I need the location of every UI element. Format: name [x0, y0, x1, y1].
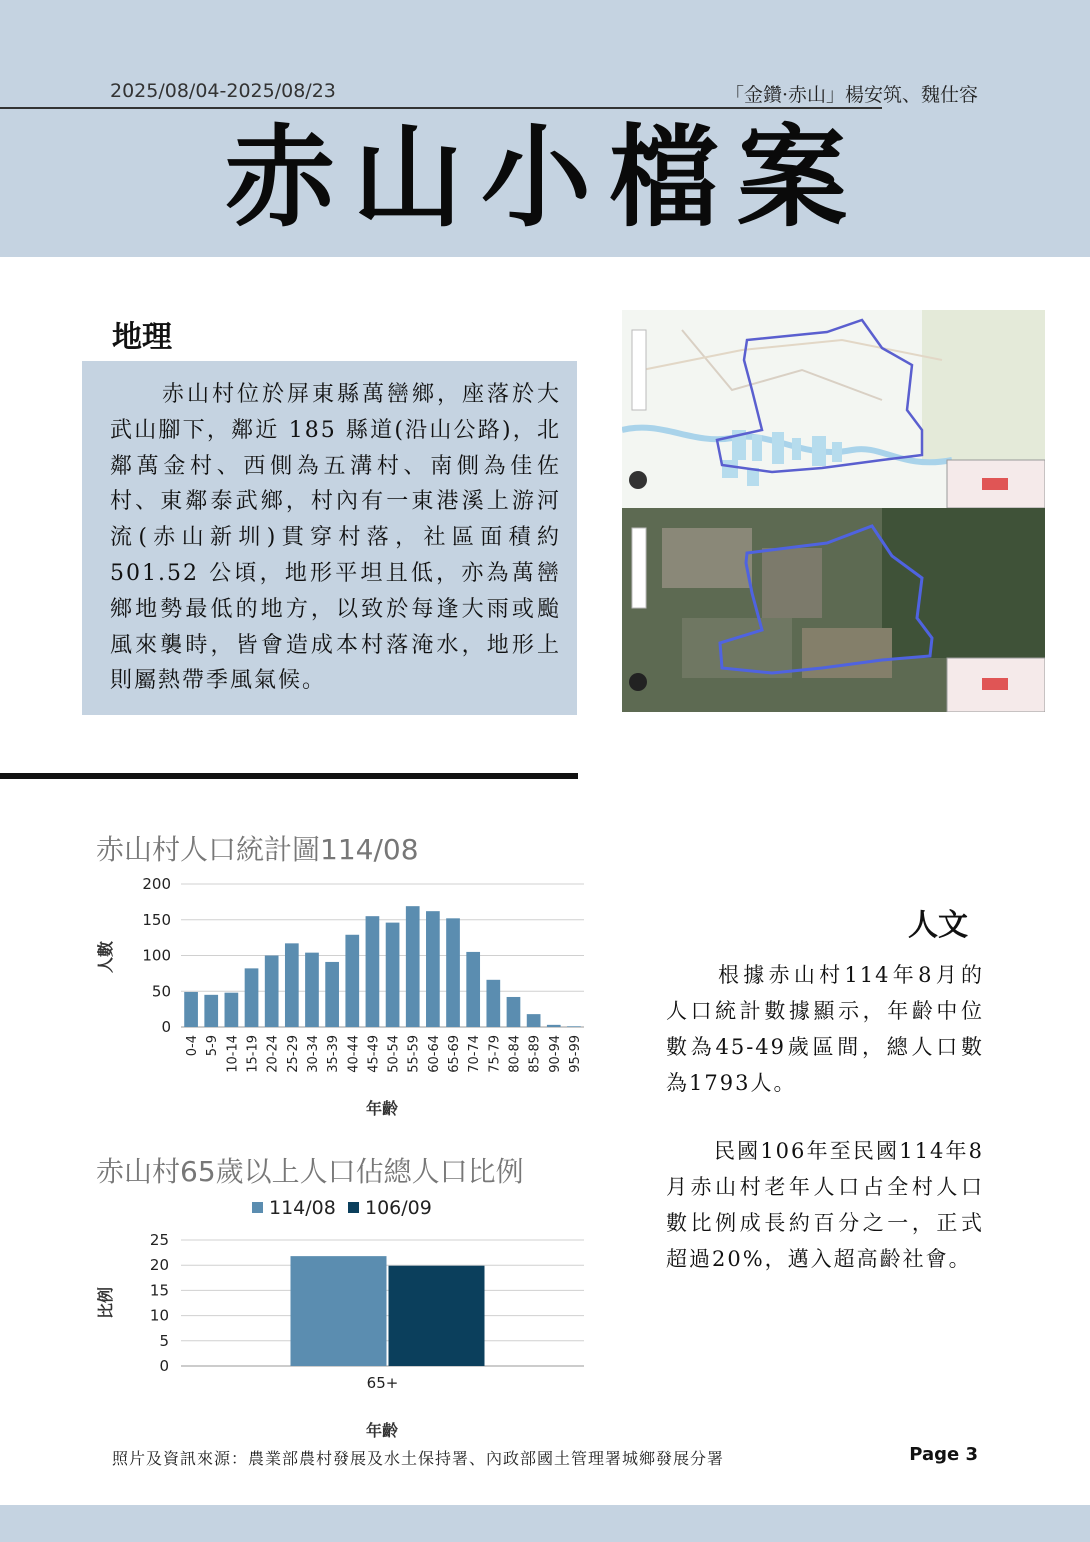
section-divider [0, 773, 578, 779]
legend-swatch [348, 1202, 359, 1213]
population-x-tick: 55-59 [406, 1035, 422, 1073]
population-x-tick: 90-94 [547, 1035, 563, 1073]
population-bar [225, 993, 239, 1027]
population-x-tick: 75-79 [487, 1035, 503, 1073]
population-bar [285, 943, 299, 1027]
population-bar [547, 1025, 561, 1027]
date-range: 2025/08/04-2025/08/23 [110, 80, 336, 102]
legend-label: 106/09 [365, 1197, 432, 1219]
elderly-x-axis-label: 年齡 [365, 1421, 399, 1440]
population-bar [527, 1014, 541, 1027]
population-x-tick: 0-4 [185, 1035, 201, 1057]
humanities-paragraph-1: 根據赤山村114年8月的人口統計數據顯示，年齡中位數為45-49歲區間，總人口數為1793人。 [666, 963, 984, 1095]
population-bar [325, 962, 339, 1027]
elderly-bar [389, 1266, 485, 1366]
footer-source: 照片及資訊來源：農業部農村發展及水土保持署、內政部國土管理署城鄉發展分署 [112, 1449, 725, 1468]
legend-label: 114/08 [269, 1197, 336, 1219]
footer-band [0, 1505, 1090, 1542]
satellite-map [622, 508, 1045, 712]
population-x-tick: 50-54 [386, 1035, 402, 1073]
elderly-x-tick: 65+ [366, 1374, 399, 1392]
population-x-tick: 60-64 [426, 1035, 442, 1073]
geography-text: 赤山村位於屏東縣萬巒鄉，座落於大武山腳下，鄰近 185 縣道(沿山公路)，北鄰萬金村、西側為五溝村、南側為佳佐村、東鄰泰武鄉，村內有一東港溪上游河流(赤山新圳)貫穿村落，社區面積約 501.52 公頃，地形平坦且低，亦為萬巒鄉地勢最低的地方，以致於每逢大雨或颱風來襲時，皆會造成本村落淹水，地形上則屬熱帶季風氣候。 [110, 382, 561, 694]
geography-box [82, 361, 577, 715]
population-x-tick: 10-14 [225, 1035, 241, 1073]
population-bar [345, 935, 359, 1027]
elderly-y-tick: 25 [149, 1231, 169, 1249]
population-x-tick: 95-99 [567, 1035, 583, 1073]
geography-heading: 地理 [112, 320, 172, 355]
population-chart [86, 870, 596, 1130]
population-bar [245, 968, 259, 1027]
humanities-heading: 人文 [908, 908, 968, 943]
population-bar [426, 911, 440, 1027]
population-bar [184, 992, 198, 1027]
population-bar [507, 997, 521, 1027]
elderly-bar [291, 1256, 387, 1366]
population-x-tick: 40-44 [346, 1035, 362, 1073]
population-x-tick: 35-39 [326, 1035, 342, 1073]
page-number: Page 3 [909, 1444, 978, 1465]
population-bar [204, 995, 218, 1027]
humanities-paragraph-2: 民國106年至民國114年8月赤山村老年人口占全村人口數比例成長約百分之一，正式超過20%，邁入超高齡社會。 [666, 1139, 984, 1271]
elderly-y-axis-label: 比例 [96, 1286, 115, 1320]
authors: 「金鑽·赤山」楊安筑、魏仕容 [724, 84, 978, 106]
population-x-tick: 70-74 [467, 1035, 483, 1073]
page-title: 赤山小檔案 [225, 113, 865, 242]
population-y-tick: 0 [161, 1018, 171, 1036]
population-y-axis-label: 人數 [96, 940, 115, 974]
population-y-tick: 150 [142, 910, 171, 929]
population-x-tick: 5-9 [205, 1035, 221, 1057]
population-x-tick: 45-49 [366, 1035, 382, 1073]
elderly-y-tick: 5 [159, 1331, 169, 1350]
population-y-tick: 100 [142, 946, 171, 965]
topographic-map [622, 310, 1045, 508]
population-x-tick: 65-69 [447, 1035, 463, 1073]
population-bar [386, 923, 400, 1027]
map-images [622, 310, 1045, 712]
elderly-y-tick: 20 [149, 1256, 169, 1275]
elderly-y-tick: 10 [149, 1306, 169, 1325]
population-x-tick: 20-24 [265, 1035, 281, 1073]
population-x-tick: 25-29 [285, 1035, 301, 1073]
population-bar [305, 953, 319, 1027]
elderly-y-tick: 15 [149, 1281, 169, 1300]
population-y-tick: 200 [142, 875, 171, 893]
population-x-axis-label: 年齡 [365, 1099, 399, 1118]
population-bar [486, 980, 500, 1027]
village-boundary-maps [622, 310, 1045, 712]
elderly-ratio-chart [86, 1190, 596, 1440]
population-bar [466, 952, 480, 1027]
population-x-tick: 85-89 [527, 1035, 543, 1073]
population-y-tick: 50 [151, 982, 171, 1001]
population-bar [446, 918, 460, 1027]
legend-swatch [252, 1202, 263, 1213]
population-bar [366, 916, 380, 1027]
elderly-y-tick: 0 [159, 1357, 169, 1375]
population-bar [406, 906, 420, 1027]
population-x-tick: 30-34 [305, 1035, 321, 1073]
population-x-tick: 80-84 [507, 1035, 523, 1073]
population-chart-title: 赤山村人口統計圖114/08 [96, 833, 419, 866]
population-bar [567, 1026, 581, 1027]
population-x-tick: 15-19 [245, 1035, 261, 1073]
population-bar [265, 956, 279, 1028]
elderly-chart-title: 赤山村65歲以上人口佔總人口比例 [96, 1155, 524, 1188]
